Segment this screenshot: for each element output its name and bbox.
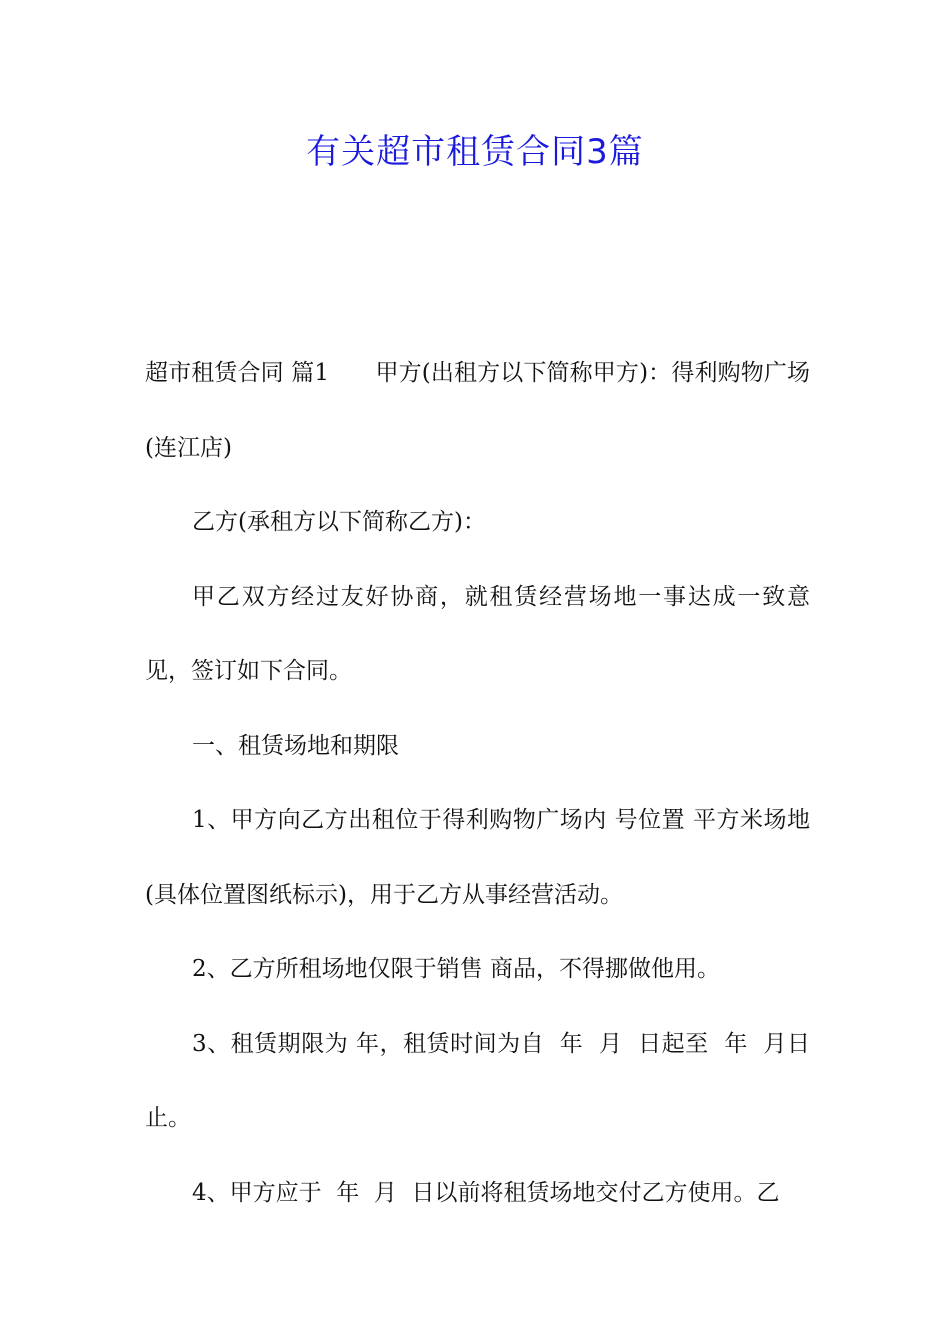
clause-4: 4、甲方应于 年 月 日以前将租赁场地交付乙方使用。乙 [192,1179,780,1206]
section-heading-lease-site: 一、租赁场地和期限 [192,732,399,759]
paragraph-agreement: 甲乙双方经过友好协商，就租赁经营场地一事达成一致意见，签订如下合同。 [145,583,810,684]
document-title: 有关超市租赁合同3篇 [306,132,644,172]
clause-1: 1、甲方向乙方出租位于得利购物广场内 号位置 平方米场地(具体位置图纸标示)，用于乙方从事经营活动。 [145,807,810,908]
paragraph-party-b: 乙方(承租方以下简称乙方)： [192,509,486,535]
clause-2: 2、乙方所租场地仅限于销售 商品，不得挪做他用。 [192,956,720,982]
paragraph-intro: 超市租赁合同 篇1 甲方(出租方以下简称甲方)：得利购物广场(连江店) [145,360,810,461]
document-body [145,336,810,1230]
clause-3: 3、租赁期限为 年，租赁时间为自 年 月 日起至 年 月日止。 [145,1030,810,1131]
